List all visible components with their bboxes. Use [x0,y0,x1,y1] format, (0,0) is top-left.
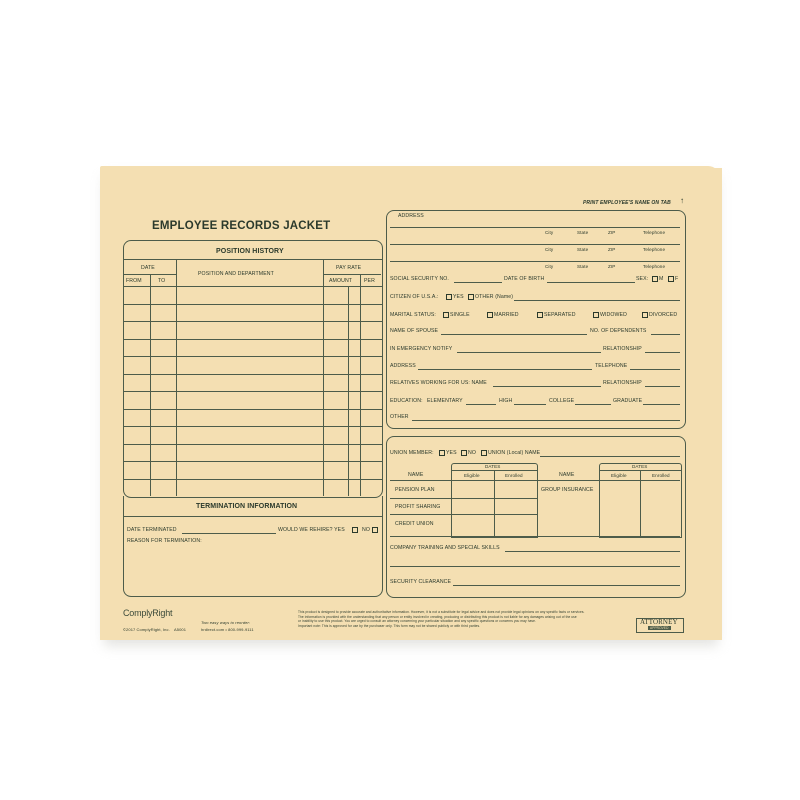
relationship2-label: RELATIONSHIP [603,380,642,386]
dob-label: DATE OF BIRTH [504,276,545,282]
sex-label: SEX: [636,276,649,282]
widowed-checkbox[interactable] [593,312,599,318]
union-name-label: UNION (Local) NAME [488,450,541,456]
union-no-label: NO [468,450,476,456]
zip-caption-3: ZIP [608,264,616,269]
table-row[interactable] [123,391,382,392]
form-code: A5001 [174,627,187,632]
eligible-header: Eligible [464,473,480,478]
pension-label: PENSION PLAN [395,487,435,493]
city-caption-3: City [545,264,554,269]
other-label: OTHER [390,414,409,420]
dependents-label: NO. OF DEPENDENTS [590,328,647,334]
personal-info-box [386,210,686,429]
city-caption-2: City [545,247,554,252]
table-row[interactable] [123,461,382,462]
up-arrow-icon: ↑ [680,196,685,205]
sex-m-checkbox[interactable] [652,276,658,282]
sex-f-label: F [675,276,679,282]
separated-label: SEPARATED [544,312,576,318]
disclaimer-line2: The information is provided with the understanding that any person or entity involved in creating, producing or distributing this product is not liable for any damages arising out of the use [298,614,577,619]
profit-label: PROFIT SHARING [395,504,441,510]
telephone-caption-2: Telephone [643,247,666,252]
date-header: DATE [141,265,155,271]
emergency-label: IN EMERGENCY NOTIFY [390,346,453,352]
table-row[interactable] [123,374,382,375]
marital-label: MARITAL STATUS: [390,312,436,318]
name-header-2: NAME [559,472,575,478]
relationship-label: RELATIONSHIP [603,346,642,352]
union-no-checkbox[interactable] [461,450,467,456]
widowed-label: WIDOWED [600,312,627,318]
tab-note: PRINT EMPLOYEE'S NAME ON TAB [583,200,671,206]
address-label: ADDRESS [398,213,424,219]
table-row[interactable] [123,356,382,357]
date-terminated-label: DATE TERMINATED [127,527,177,533]
reorder-line2: hrdirect.com • 800-999-9111 [201,627,254,632]
position-header: POSITION AND DEPARTMENT [198,271,274,277]
disclaimer-line3: or inability to use this product. You are urged to consult an attorney concerning your particular situation and any specific questions or concerns you may have. [298,619,537,623]
reason-label: REASON FOR TERMINATION: [127,538,202,544]
position-history-title: POSITION HISTORY [216,248,284,255]
married-label: MARRIED [494,312,519,318]
citizen-other-checkbox[interactable] [468,294,474,300]
amount-header: AMOUNT [329,278,353,284]
ssn-label: SOCIAL SECURITY NO. [390,276,449,282]
per-header: PER [364,278,375,284]
state-caption-2: State [577,247,589,252]
address2-label: ADDRESS [390,363,416,369]
state-caption: State [577,230,589,235]
disclaimer-line1: This product is designed to provide accurate and authoritative information. However, it is not a substitute for legal advice and does not provide legal opinions on any specific facts or services. [298,610,585,614]
from-header: FROM [126,278,142,284]
rehire-no-label: NO [362,527,370,533]
dates-header-2: DATES [632,464,648,469]
table-row[interactable] [123,409,382,410]
telephone-caption: Telephone [643,230,666,235]
table-row[interactable] [123,339,382,340]
education-label: EDUCATION: [390,398,423,404]
page-title: EMPLOYEE RECORDS JACKET [152,220,331,232]
brand-logo: ComplyRight [123,608,173,618]
credit-label: CREDIT UNION [395,521,434,527]
divorced-checkbox[interactable] [642,312,648,318]
college-label: COLLEGE [549,398,575,404]
citizen-yes-label: YES [453,294,464,300]
termination-box [123,496,383,597]
single-label: SINGLE [450,312,470,318]
graduate-label: GRADUATE [613,398,643,404]
sex-f-checkbox[interactable] [668,276,674,282]
eligible-header-2: Eligible [611,473,627,478]
termination-title: TERMINATION INFORMATION [196,503,298,510]
zip-caption: ZIP [608,230,616,235]
badge-bottom-text: APPROVED [650,626,669,630]
union-name-checkbox[interactable] [481,450,487,456]
name-header: NAME [408,472,424,478]
rehire-yes-checkbox[interactable] [352,527,358,533]
training-label: COMPANY TRAINING AND SPECIAL SKILLS [390,545,500,551]
reorder-line1: Two easy ways to reorder: [201,620,251,625]
single-checkbox[interactable] [443,312,449,318]
enrolled-header-2: Enrolled [652,473,670,478]
rehire-no-checkbox[interactable] [372,527,378,533]
citizen-label: CITIZEN OF U.S.A.: [390,294,439,300]
table-row[interactable] [123,444,382,445]
dates-header: DATES [485,464,501,469]
state-caption-3: State [577,264,589,269]
separated-checkbox[interactable] [537,312,543,318]
citizen-yes-checkbox[interactable] [446,294,452,300]
zip-caption-2: ZIP [608,247,616,252]
pay-rate-header: PAY RATE [336,265,362,271]
divorced-label: DIVORCED [649,312,678,318]
spouse-label: NAME OF SPOUSE [390,328,439,334]
group-insurance-label: GROUP INSURANCE [541,487,594,493]
table-row[interactable] [123,479,382,480]
high-label: HIGH [499,398,513,404]
rehire-label: WOULD WE REHIRE? YES [278,527,345,533]
relatives-label: RELATIVES WORKING FOR US: NAME [390,380,487,386]
to-header: TO [158,278,166,284]
security-label: SECURITY CLEARANCE [390,579,452,585]
table-row[interactable] [123,321,382,322]
citizen-other-label: OTHER (Name) [475,294,514,300]
telephone2-label: TELEPHONE [595,363,628,369]
disclaimer-line4: Important note: This is approved for use by the purchaser only. This form may not be shared publicly or with third parties. [298,623,481,628]
union-yes-label: YES [446,450,457,456]
city-caption: City [545,230,554,235]
enrolled-header: Enrolled [505,473,523,478]
elementary-label: ELEMENTARY [427,398,463,404]
married-checkbox[interactable] [487,312,493,318]
copyright: ©2017 ComplyRight, Inc. [123,627,170,632]
union-member-label: UNION MEMBER: [390,450,434,456]
table-row[interactable] [123,304,382,305]
union-yes-checkbox[interactable] [439,450,445,456]
sex-m-label: M [659,276,664,282]
table-row[interactable] [123,426,382,427]
telephone-caption-3: Telephone [643,264,666,269]
badge-top-text: ATTORNEY [640,618,678,626]
